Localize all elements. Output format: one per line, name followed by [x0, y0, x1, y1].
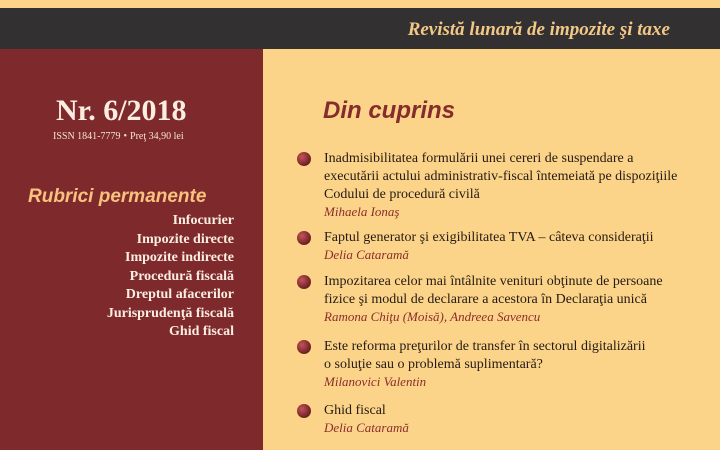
- bullet-icon: [297, 231, 311, 245]
- rubrics-list: [107, 212, 234, 342]
- article-text: [324, 150, 704, 220]
- rubric-item: Dreptul afacerilor: [125, 287, 234, 302]
- article-title-line: executării actului administrativ-fiscal întemeiată pe dispoziţiile: [324, 169, 678, 184]
- article-title-line: Impozitarea celor mai întâlnite venituri obţinute de persoane: [324, 274, 663, 289]
- rubric-item: Impozite indirecte: [125, 250, 234, 265]
- article-author: Mihaela Ionaş: [324, 204, 400, 219]
- article-text: [324, 229, 704, 263]
- issue-number: Nr. 6/2018: [56, 94, 187, 127]
- rubric-item: Infocurier: [172, 213, 234, 228]
- article-author: Delia Cataramă: [324, 420, 409, 435]
- article-title-line: Ghid fiscal: [324, 403, 386, 418]
- article-title-line: o soluţie sau o problemă suplimentară?: [324, 357, 543, 372]
- price: Preţ 34,90 lei: [130, 131, 184, 142]
- rubric-item: Jurisprudenţă fiscală: [106, 305, 234, 321]
- rubric-item: Procedură fiscală: [129, 268, 234, 284]
- top-strip: [0, 0, 720, 8]
- article-author: Delia Cataramă: [324, 247, 409, 262]
- magazine-tagline: Revistă lunară de impozite şi taxe: [407, 19, 670, 40]
- issn: ISSN 1841-7779: [53, 131, 121, 142]
- rubrics-title: Rubrici permanente: [28, 186, 207, 207]
- article-title-line: Codului de procedură civilă: [324, 187, 480, 202]
- bullet-icon: [297, 404, 311, 418]
- article-text: [324, 402, 704, 436]
- separator-dot: •: [123, 131, 128, 142]
- article-text: [324, 273, 704, 325]
- bullet-icon: [297, 340, 311, 354]
- contents-title: Din cuprins: [323, 97, 456, 124]
- article-author: Ramona Chiţu (Moisă), Andreea Savencu: [324, 309, 541, 324]
- bullet-icon: [297, 152, 311, 166]
- bullet-icon: [297, 275, 311, 289]
- rubric-item: Impozite directe: [136, 231, 234, 247]
- article-author: Milanovici Valentin: [324, 374, 427, 389]
- article-title-line: fizice şi modul de declarare a acestora în Declaraţia unică: [324, 292, 647, 307]
- rubric-item: Ghid fiscal: [169, 324, 234, 339]
- issn-price-line: [53, 131, 184, 142]
- article-title-line: Este reforma preţurilor de transfer în sectorul digitalizării: [324, 339, 646, 354]
- article-text: [324, 338, 704, 390]
- article-title-line: Faptul generator şi exigibilitatea TVA – câteva consideraţii: [324, 230, 654, 245]
- article-title-line: Inadmisibilitatea formulării unei cereri de suspendare a: [324, 151, 634, 166]
